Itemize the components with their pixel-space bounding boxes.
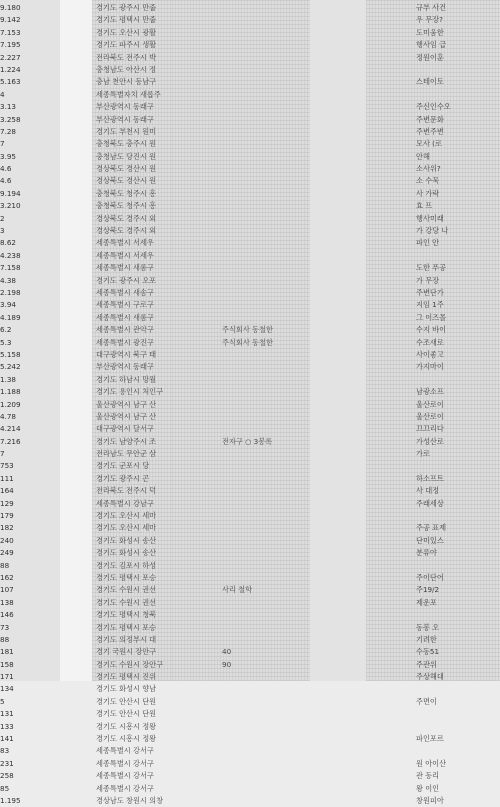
row-number-cell: 4 [0,89,5,99]
row-right-cell: 그 이즈몰 [416,312,447,322]
row-address-cell: 경기도 군포시 당 [96,461,150,471]
row-number-cell: 240 [0,535,14,545]
row-number-cell: 2.198 [0,287,21,297]
row-address-cell: 경기도 화성시 송산 [96,548,157,558]
row-address-cell: 경기도 광주시 오포 [96,275,157,285]
table-row [0,225,500,237]
table-row [0,14,500,26]
table-row [0,436,500,448]
table-row [0,795,500,807]
table-row [0,671,500,683]
row-address-cell: 경기도 시흥시 정왕 [96,721,157,731]
row-number-cell: 4.6 [0,176,12,186]
table-row [0,770,500,782]
row-right-cell: 주19/2 [416,585,440,595]
row-address-cell: 세종특별시 강서구 [96,758,154,768]
row-right-cell: 창원피아 [416,796,444,805]
row-number-cell: 7 [0,139,5,149]
row-right-cell: 사 가락 [416,188,440,198]
row-number-cell: 1.188 [0,387,21,397]
row-address-cell: 전라북도 전주시 박 [96,52,157,62]
row-address-cell: 경기도 오산시 세마 [96,511,157,521]
row-right-cell: 정원이훈 [416,52,444,62]
row-number-cell: 8.62 [0,238,17,248]
table-row [0,39,500,51]
row-address-cell: 경상북도 경주시 외 [96,213,157,223]
row-address-cell: 세종특별시 관악구 [96,325,154,335]
row-right-cell: 남광소프 [416,387,444,397]
row-right-cell: 주신인수오 [416,102,451,112]
row-address-cell: 충청북도 충주시 원 [96,139,157,149]
row-company-cell: 주식회사 동철한 [222,337,273,347]
row-address-cell: 세종특별자치 새롭주 [96,89,161,99]
table-row [0,114,500,126]
table-row [0,337,500,349]
table-row [0,498,500,510]
table-row [0,733,500,745]
row-address-cell: 세종특별시 강서구 [96,771,154,781]
row-right-cell: 제운포 [416,597,437,607]
row-right-cell: 모사 (로 [416,139,442,149]
row-address-cell: 경기도 안산시 단원 [96,709,157,719]
row-address-cell: 충남 천안시 동남구 [96,77,157,87]
table-row [0,151,500,163]
row-right-cell: 가성산로 [416,436,444,446]
row-address-cell: 경기도 화성시 향남 [96,684,157,694]
row-address-cell: 경기도 수원시 장안구 [96,659,164,669]
table-row [0,473,500,485]
table-row [0,683,500,695]
row-address-cell: 경상북도 경산시 원 [96,164,157,174]
row-right-cell: 주변문화 [416,114,444,124]
row-right-cell: 가 강당 나 [416,226,449,236]
row-right-cell: 스테이토 [416,77,444,87]
row-address-cell: 세종특별시 광진구 [96,337,154,347]
table-row [0,138,500,150]
row-number-cell: 88 [0,634,10,644]
row-number-cell: 4.78 [0,411,17,421]
row-right-cell: 가로 [416,449,430,459]
row-number-cell: 182 [0,523,14,533]
row-company-cell: 주식회사 동철한 [222,325,273,335]
row-right-cell: 우 무장? [416,15,443,25]
row-address-cell: 경기도 안산시 단원 [96,696,157,706]
row-address-cell: 경상북도 경산시 원 [96,176,157,186]
row-number-cell: 6.2 [0,325,12,335]
table-row [0,188,500,200]
table-row [0,721,500,733]
row-number-cell: 83 [0,746,10,756]
table-row [0,2,500,14]
row-number-cell: 4.38 [0,275,17,285]
row-address-cell: 세종특별시 서세우 [96,250,154,260]
row-right-cell: 파인포르 [416,734,444,744]
row-right-cell: 도미움한 [416,27,444,37]
row-address-cell: 세종특별시 구로구 [96,300,154,310]
table-row [0,758,500,770]
row-number-cell: 2.227 [0,52,21,62]
row-address-cell: 세종특별시 새롬구 [96,312,154,322]
row-right-cell: 관 동리 [416,771,440,781]
table-row [0,522,500,534]
row-right-cell: 주이단어 [416,572,444,582]
table-row [0,572,500,584]
row-number-cell: 141 [0,734,14,744]
row-number-cell: 9.194 [0,188,21,198]
table-row [0,126,500,138]
row-number-cell: 179 [0,511,14,521]
row-right-cell: 행사임 급 [416,40,447,50]
row-address-cell: 충청남도 당진시 원 [96,151,157,161]
row-address-cell: 대구광역시 북구 태 [96,349,157,359]
row-number-cell: 4.214 [0,424,21,434]
row-right-cell: 주변주변 [416,126,444,136]
row-right-cell: 도한 푸공 [416,263,447,273]
table-row [0,374,500,386]
row-address-cell: 충청북도 청주시 흥 [96,201,157,211]
table-row [0,213,500,225]
row-right-cell: 주상해대 [416,672,444,682]
table-rows [0,2,500,807]
table-row [0,745,500,757]
row-number-cell: 85 [0,783,10,793]
row-number-cell: 134 [0,684,14,694]
table-row [0,386,500,398]
row-address-cell: 경기도 수원시 권선 [96,597,157,607]
row-address-cell: 세종특별시 서세우 [96,238,154,248]
table-row [0,237,500,249]
row-address-cell: 경기도 용인시 처인구 [96,387,164,397]
row-number-cell: 1.38 [0,374,17,384]
table-row [0,101,500,113]
table-row [0,696,500,708]
row-right-cell: 끄끄리다 [416,424,444,434]
row-number-cell: 9.180 [0,3,21,12]
row-right-cell: 주관위 [416,659,437,669]
row-right-cell: 주래세상 [416,498,444,508]
row-right-cell: 수조새로 [416,337,444,347]
table-row [0,584,500,596]
row-right-cell: 안해 [416,151,430,161]
row-right-cell: 왕 이인 [416,783,440,793]
table-row [0,89,500,101]
row-address-cell: 경기도 김포시 하성 [96,560,157,570]
row-right-cell: 사 대정 [416,486,440,496]
row-number-cell: 249 [0,548,14,558]
row-address-cell: 경기도 의정부시 대 [96,634,157,644]
row-number-cell: 4.238 [0,250,21,260]
table-row [0,597,500,609]
table-row [0,560,500,572]
row-number-cell: 2 [0,213,5,223]
row-address-cell: 부산광역시 동래구 [96,362,154,372]
row-address-cell: 경기도 수원시 권선 [96,585,157,595]
row-right-cell: 수지 바이 [416,325,447,335]
row-right-cell: 지임 1주 [416,300,444,310]
row-address-cell: 경기도 평택시 포승 [96,622,157,632]
row-number-cell: 9.142 [0,15,21,25]
table-row [0,659,500,671]
row-right-cell: 주공 표제 [416,523,447,533]
row-right-cell: 원 아이산 [416,758,447,768]
row-right-cell: 사이좋고 [416,349,444,359]
row-right-cell: 파인 안 [416,238,440,248]
row-number-cell: 3.210 [0,201,21,211]
row-number-cell: 1.224 [0,64,21,74]
table-row [0,399,500,411]
row-address-cell: 경기도 평택시 포승 [96,572,157,582]
table-row [0,52,500,64]
table-row [0,262,500,274]
row-number-cell: 107 [0,585,14,595]
row-number-cell: 3.94 [0,300,17,310]
row-right-cell: 행사미래 [416,213,444,223]
table-row [0,535,500,547]
row-right-cell: 단미있스 [416,535,444,545]
row-address-cell: 경상남도 창원시 의창 [96,796,164,805]
table-row [0,275,500,287]
row-number-cell: 111 [0,473,14,483]
row-number-cell: 158 [0,659,14,669]
row-number-cell: 73 [0,622,10,632]
row-right-cell: 규부 사건 [416,3,447,12]
row-address-cell: 경기도 부천시 원미 [96,126,157,136]
row-number-cell: 4.189 [0,312,21,322]
row-number-cell: 138 [0,597,14,607]
row-address-cell: 부산광역시 동래구 [96,114,154,124]
row-right-cell: 울산로이 [416,411,444,421]
table-row [0,76,500,88]
row-number-cell: 5.242 [0,362,21,372]
table-row [0,324,500,336]
row-number-cell: 7.158 [0,263,21,273]
row-number-cell: 7.216 [0,436,21,446]
row-address-cell: 세종특별시 강서구 [96,746,154,756]
row-number-cell: 171 [0,672,14,682]
row-address-cell: 경기도 광주시 만줍 [96,3,157,12]
table-row [0,349,500,361]
row-address-cell: 세종특별시 새롬구 [96,263,154,273]
row-address-cell: 경기도 하남시 망월 [96,374,157,384]
row-address-cell: 경기도 평택시 만줍 [96,15,157,25]
row-address-cell: 경기도 남양주시 조 [96,436,157,446]
row-address-cell: 경기도 오산시 세마 [96,523,157,533]
row-address-cell: 대구광역시 달서구 [96,424,154,434]
row-number-cell: 1.195 [0,796,21,805]
row-right-cell: 소사위? [416,164,441,174]
row-address-cell: 세종특별시 강남구 [96,498,154,508]
table-row [0,622,500,634]
row-number-cell: 88 [0,560,10,570]
row-number-cell: 3 [0,226,5,236]
row-address-cell: 충청북도 청주시 흥 [96,188,157,198]
table-row [0,411,500,423]
row-right-cell: 주면이 [416,696,437,706]
row-number-cell: 1.209 [0,399,21,409]
row-right-cell: 하소프트 [416,473,444,483]
row-number-cell: 5.158 [0,349,21,359]
table-row [0,547,500,559]
row-number-cell: 7 [0,449,5,459]
table-row [0,163,500,175]
table-row [0,200,500,212]
row-right-cell: 수동51 [416,647,440,657]
row-number-cell: 753 [0,461,14,471]
row-address-cell: 울산광역시 남구 산 [96,411,157,421]
table-row [0,175,500,187]
table-row [0,250,500,262]
row-address-cell: 경기도 파주시 생활 [96,40,157,50]
table-row [0,27,500,39]
table-row [0,423,500,435]
row-number-cell: 231 [0,758,14,768]
table-row [0,448,500,460]
row-right-cell: 가 무장 [416,275,440,285]
row-number-cell: 4.6 [0,164,12,174]
table-row [0,299,500,311]
table-row [0,634,500,646]
table-row [0,460,500,472]
row-address-cell: 경기도 평택시 청북 [96,610,157,620]
row-number-cell: 3.13 [0,102,17,112]
row-number-cell: 146 [0,610,14,620]
row-company-cell: 40 [222,647,232,657]
row-right-cell: 소 수묵 [416,176,440,186]
row-company-cell: 사리 철학 [222,585,253,595]
table-row [0,783,500,795]
row-number-cell: 164 [0,486,14,496]
row-address-cell: 경기도 광주시 곤 [96,473,150,483]
table-row [0,609,500,621]
row-address-cell: 경기 국원시 장안구 [96,647,157,657]
table-row [0,312,500,324]
row-address-cell: 세종특별시 새솜구 [96,287,154,297]
row-right-cell: 효 프 [416,201,433,211]
row-number-cell: 258 [0,771,14,781]
row-number-cell: 3.258 [0,114,21,124]
row-address-cell: 부산광역시 동래구 [96,102,154,112]
table-row [0,708,500,720]
row-address-cell: 경상북도 경주시 외 [96,226,157,236]
row-address-cell: 경기도 오산시 광활 [96,27,157,37]
row-address-cell: 세종특별시 강서구 [96,783,154,793]
row-number-cell: 131 [0,709,14,719]
row-number-cell: 133 [0,721,14,731]
table-row [0,287,500,299]
table-row [0,485,500,497]
row-address-cell: 전라북도 전주시 덕 [96,486,157,496]
row-number-cell: 162 [0,572,14,582]
row-number-cell: 181 [0,647,14,657]
row-address-cell: 전라남도 무안군 삼 [96,449,157,459]
row-number-cell: 7.28 [0,126,17,136]
row-right-cell: 울산로이 [416,399,444,409]
row-number-cell: 3.95 [0,151,17,161]
row-right-cell: 동봉 오 [416,622,440,632]
row-address-cell: 충청남도 아산시 정 [96,64,157,74]
table-row [0,361,500,373]
row-number-cell: 7.195 [0,40,21,50]
row-address-cell: 울산광역시 남구 산 [96,399,157,409]
row-right-cell: 분류야 [416,548,437,558]
row-number-cell: 7.153 [0,27,21,37]
row-right-cell: 기려한 [416,634,437,644]
row-number-cell: 5.3 [0,337,12,347]
row-address-cell: 경기도 시흥시 정왕 [96,734,157,744]
table-row [0,510,500,522]
row-address-cell: 경기도 평택시 진위 [96,672,157,682]
row-company-cell: 90 [222,659,232,669]
table-row [0,64,500,76]
row-right-cell: 가지마이 [416,362,444,372]
row-number-cell: 129 [0,498,14,508]
row-right-cell: 주변단가 [416,287,444,297]
row-address-cell: 경기도 화성시 송산 [96,535,157,545]
table-row [0,646,500,658]
row-number-cell: 5.163 [0,77,21,87]
row-number-cell: 5 [0,696,5,706]
row-company-cell: 전자구 ○ 3봉록 [222,436,273,446]
